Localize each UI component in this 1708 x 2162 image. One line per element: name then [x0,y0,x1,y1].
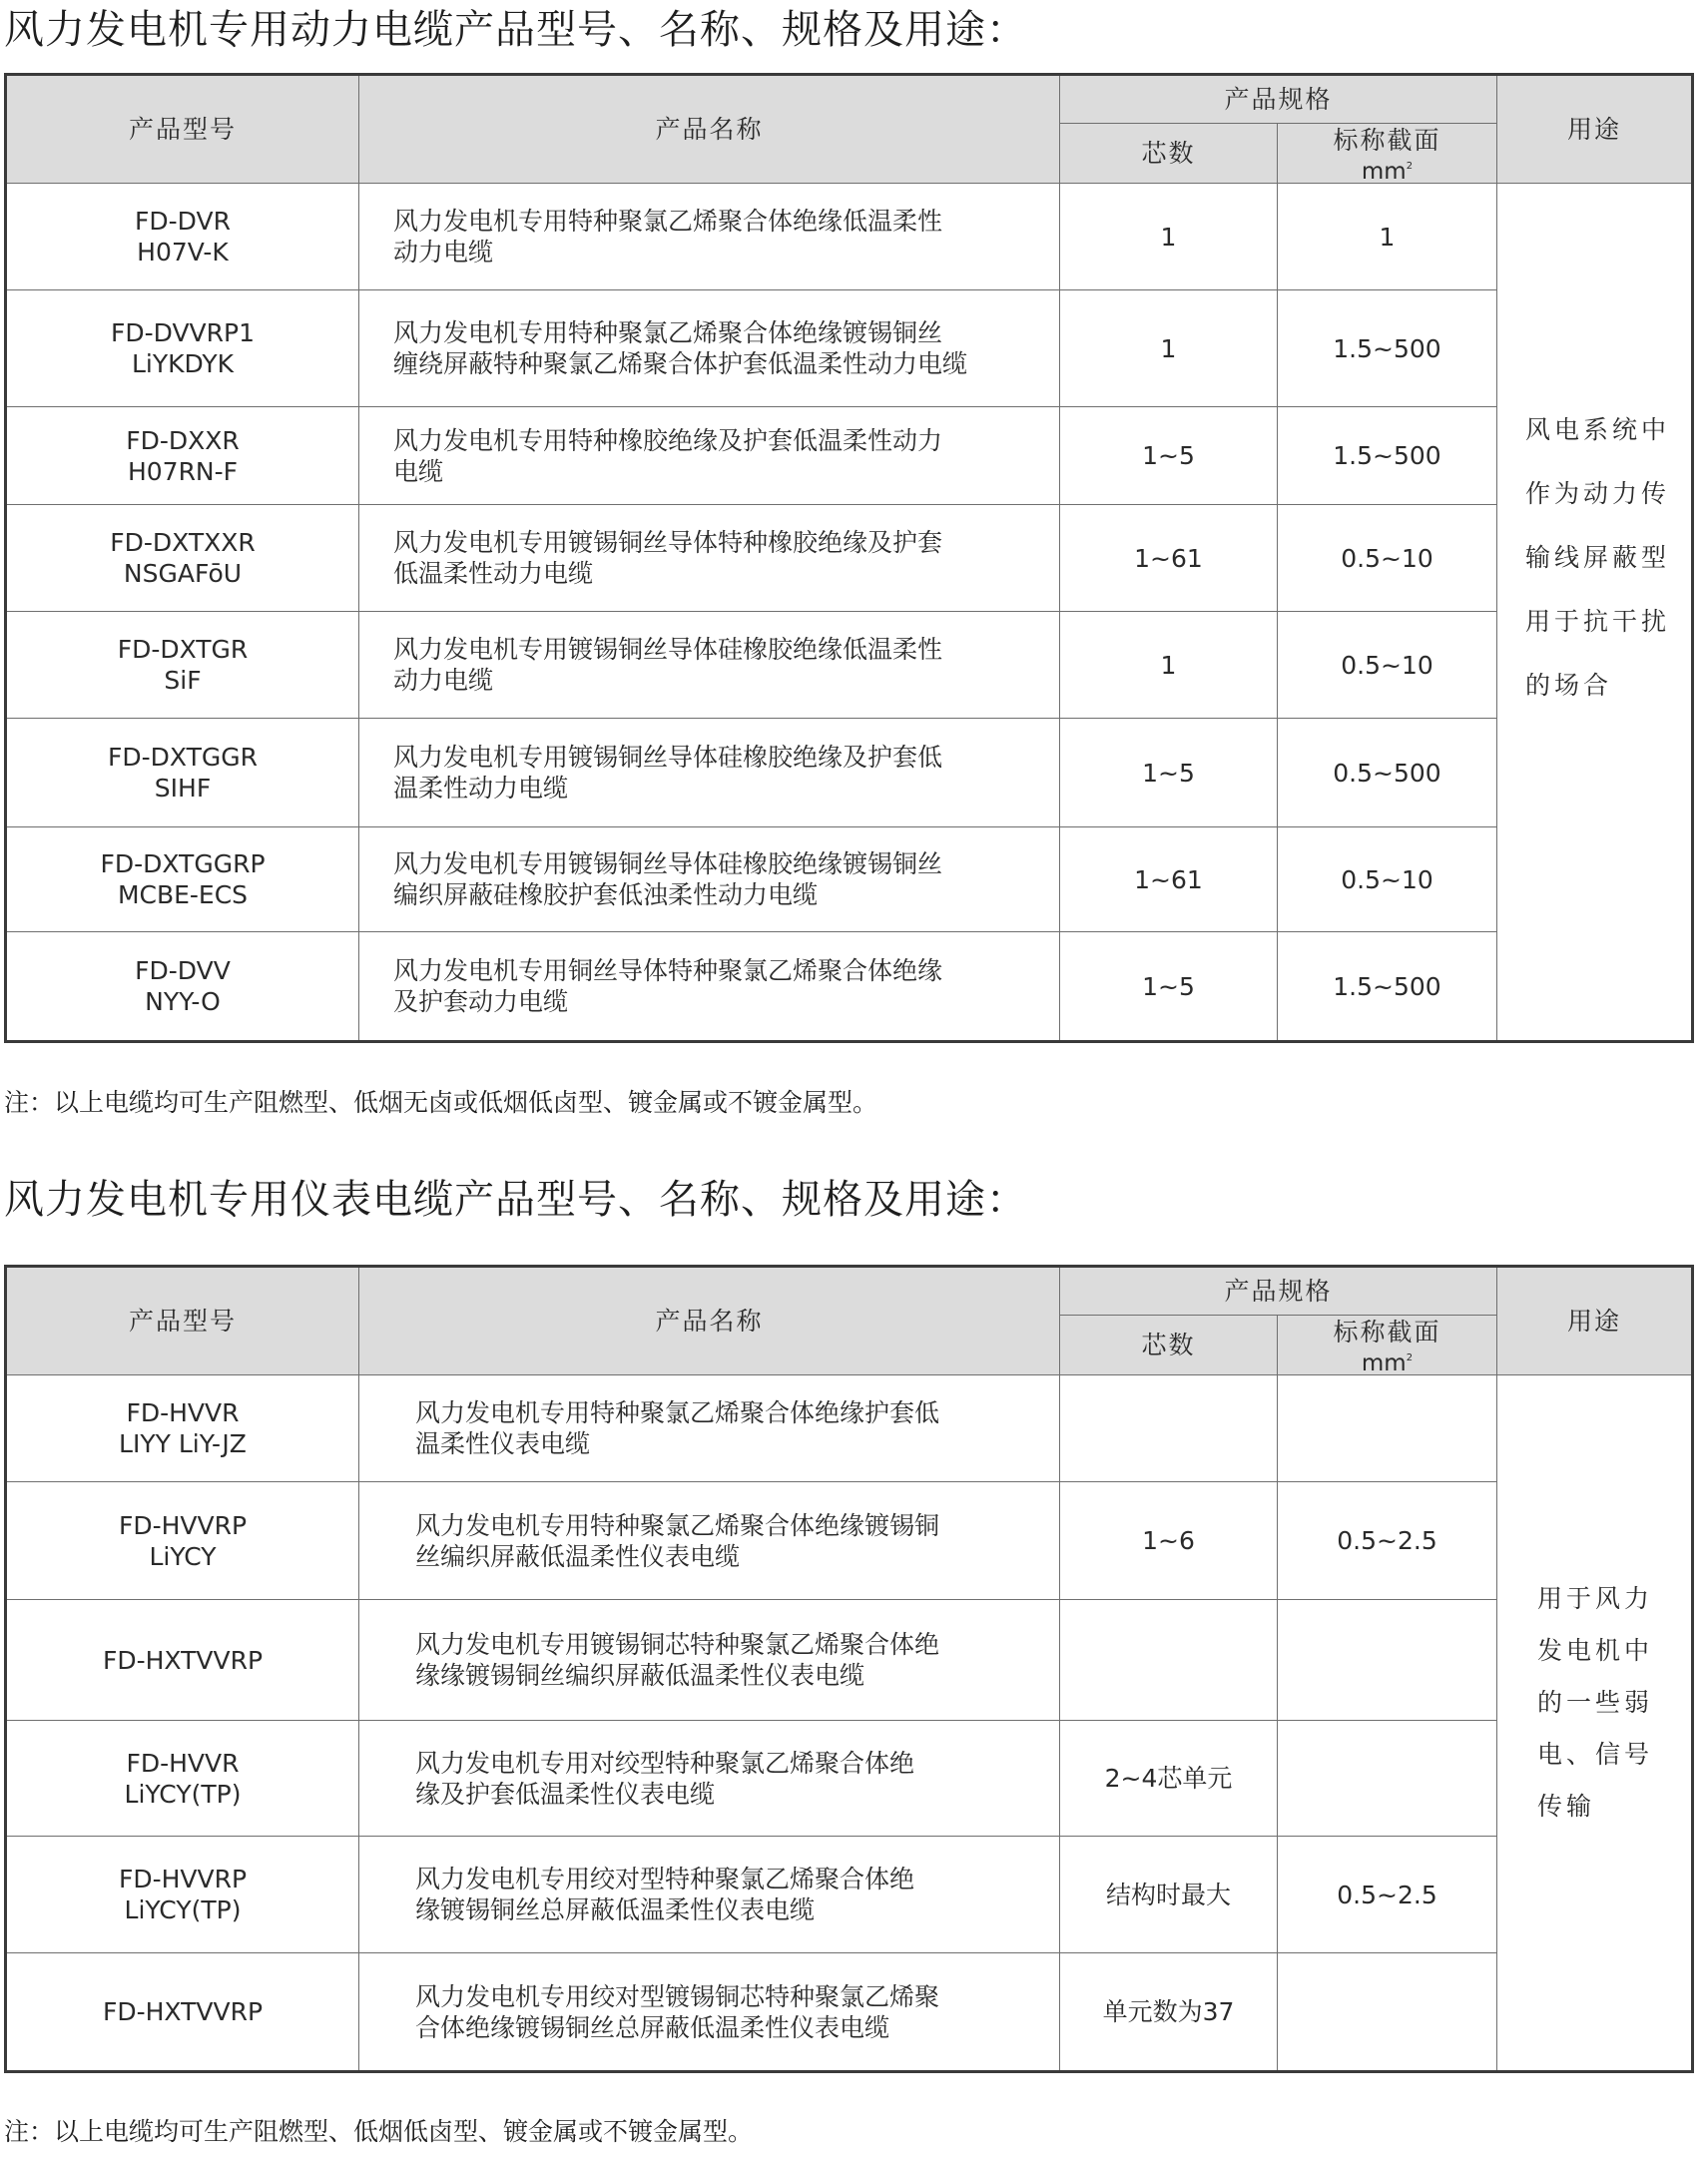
area-cell: 0.5~500 [1278,719,1497,827]
header-model: 产品型号 [6,75,359,184]
usage-cell: 用于风力 发电机中 的一些弱 电、信号 传输 [1497,1375,1693,2072]
cores-cell: 1 [1060,184,1278,290]
table-row [6,1837,1693,1953]
header-area-label: 标称截面 [1333,125,1441,155]
table-row [6,1721,1693,1837]
header-usage: 用途 [1497,75,1693,184]
product-name-cell: 风力发电机专用特种聚氯乙烯聚合体绝缘低温柔性 动力电缆 [359,184,1060,290]
area-cell: 0.5~10 [1278,505,1497,612]
instrument-section-title: 风力发电机专用仪表电缆产品型号、名称、规格及用途： [4,1177,1027,1223]
model-cell: FD-HVVRP LiYCY(TP) [6,1837,359,1953]
table-row [6,1600,1693,1721]
cores-cell [1060,1375,1278,1482]
cores-cell: 单元数为37 [1060,1953,1278,2072]
table-row [6,827,1693,932]
model-cell: FD-HVVR LIYY LiY-JZ [6,1375,359,1482]
header-cores: 芯数 [1060,1316,1278,1375]
header-area [1278,1316,1497,1375]
model-cell: FD-HVVRP LiYCY [6,1482,359,1600]
area-cell: 0.5~10 [1278,827,1497,932]
header-area-unit: $mm^2$ [1361,158,1414,185]
area-cell: 0.5~2.5 [1278,1482,1497,1600]
model-cell: FD-HXTVVRP [6,1953,359,2072]
header-area [1278,124,1497,184]
product-name-cell: 风力发电机专用镀锡铜芯特种聚氯乙烯聚合体绝 缘缘镀锡铜丝编织屏蔽低温柔性仪表电缆 [359,1600,1060,1721]
area-cell: 1.5~500 [1278,290,1497,407]
model-cell: FD-DXTGGR SIHF [6,719,359,827]
cores-cell: 1~6 [1060,1482,1278,1600]
area-cell [1278,1600,1497,1721]
header-area-label: 标称截面 [1333,1317,1441,1347]
header-spec: 产品规格 [1060,1267,1497,1316]
product-name-cell: 风力发电机专用特种聚氯乙烯聚合体绝缘镀锡铜丝 缠绕屏蔽特种聚氯乙烯聚合体护套低温柔性动力电缆 [359,290,1060,407]
product-name-cell: 风力发电机专用绞对型特种聚氯乙烯聚合体绝 缘镀锡铜丝总屏蔽低温柔性仪表电缆 [359,1837,1060,1953]
area-cell: 1.5~500 [1278,407,1497,505]
model-cell: FD-HVVR LiYCY(TP) [6,1721,359,1837]
power-cable-table [4,73,1694,1043]
model-cell: FD-DXXR H07RN-F [6,407,359,505]
product-name-cell: 风力发电机专用铜丝导体特种聚氯乙烯聚合体绝缘 及护套动力电缆 [359,932,1060,1042]
model-cell: FD-DXTGGRP MCBE-ECS [6,827,359,932]
product-name-cell: 风力发电机专用特种聚氯乙烯聚合体绝缘护套低 温柔性仪表电缆 [359,1375,1060,1482]
product-name-cell: 风力发电机专用镀锡铜丝导体硅橡胶绝缘及护套低 温柔性动力电缆 [359,719,1060,827]
cores-cell: 1~5 [1060,719,1278,827]
usage-cell: 风电系统中 作为动力传 输线屏蔽型 用于抗干扰 的场合 [1497,184,1693,1042]
cores-cell: 结构时最大 [1060,1837,1278,1953]
product-name-cell: 风力发电机专用镀锡铜丝导体硅橡胶绝缘镀锡铜丝 编织屏蔽硅橡胶护套低浊柔性动力电缆 [359,827,1060,932]
table-row [6,719,1693,827]
area-cell: 0.5~10 [1278,612,1497,719]
product-name-cell: 风力发电机专用镀锡铜丝导体硅橡胶绝缘低温柔性 动力电缆 [359,612,1060,719]
cores-cell: 1~5 [1060,407,1278,505]
table-row [6,612,1693,719]
cores-cell: 1 [1060,612,1278,719]
area-cell [1278,1953,1497,2072]
product-name-cell: 风力发电机专用对绞型特种聚氯乙烯聚合体绝 缘及护套低温柔性仪表电缆 [359,1721,1060,1837]
cores-cell: 1~5 [1060,932,1278,1042]
table-row [6,1375,1693,1482]
product-name-cell: 风力发电机专用特种橡胶绝缘及护套低温柔性动力 电缆 [359,407,1060,505]
area-cell: 1.5~500 [1278,932,1497,1042]
table-row [6,505,1693,612]
model-cell: FD-HXTVVRP [6,1600,359,1721]
table-row [6,1482,1693,1600]
model-cell: FD-DXTGR SiF [6,612,359,719]
area-cell: 1 [1278,184,1497,290]
area-cell [1278,1721,1497,1837]
table-row [6,184,1693,290]
instrument-cable-table [4,1265,1694,2073]
power-section-note: 注：以上电缆均可生产阻燃型、低烟无卤或低烟低卤型、镀金属或不镀金属型。 [4,1088,878,1117]
model-cell: FD-DXTXXR NSGAFōU [6,505,359,612]
header-usage: 用途 [1497,1267,1693,1375]
power-section-title: 风力发电机专用动力电缆产品型号、名称、规格及用途： [4,7,1027,53]
table-row [6,932,1693,1042]
area-cell: 0.5~2.5 [1278,1837,1497,1953]
header-model: 产品型号 [6,1267,359,1375]
cores-cell [1060,1600,1278,1721]
header-spec: 产品规格 [1060,75,1497,124]
instrument-section-note: 注：以上电缆均可生产阻燃型、低烟低卤型、镀金属或不镀金属型。 [4,2117,754,2146]
cores-cell: 2~4芯单元 [1060,1721,1278,1837]
product-name-cell: 风力发电机专用特种聚氯乙烯聚合体绝缘镀锡铜 丝编织屏蔽低温柔性仪表电缆 [359,1482,1060,1600]
table-row [6,290,1693,407]
cores-cell: 1 [1060,290,1278,407]
model-cell: FD-DVVRP1 LiYKDYK [6,290,359,407]
header-name: 产品名称 [359,75,1060,184]
cores-cell: 1~61 [1060,827,1278,932]
table-row [6,407,1693,505]
product-name-cell: 风力发电机专用镀锡铜丝导体特种橡胶绝缘及护套 低温柔性动力电缆 [359,505,1060,612]
model-cell: FD-DVR H07V-K [6,184,359,290]
header-name: 产品名称 [359,1267,1060,1375]
area-cell [1278,1375,1497,1482]
cores-cell: 1~61 [1060,505,1278,612]
product-name-cell: 风力发电机专用绞对型镀锡铜芯特种聚氯乙烯聚 合体绝缘镀锡铜丝总屏蔽低温柔性仪表电缆 [359,1953,1060,2072]
header-cores: 芯数 [1060,124,1278,184]
header-area-unit: $mm^2$ [1361,1350,1414,1376]
table-row [6,1953,1693,2072]
model-cell: FD-DVV NYY-O [6,932,359,1042]
